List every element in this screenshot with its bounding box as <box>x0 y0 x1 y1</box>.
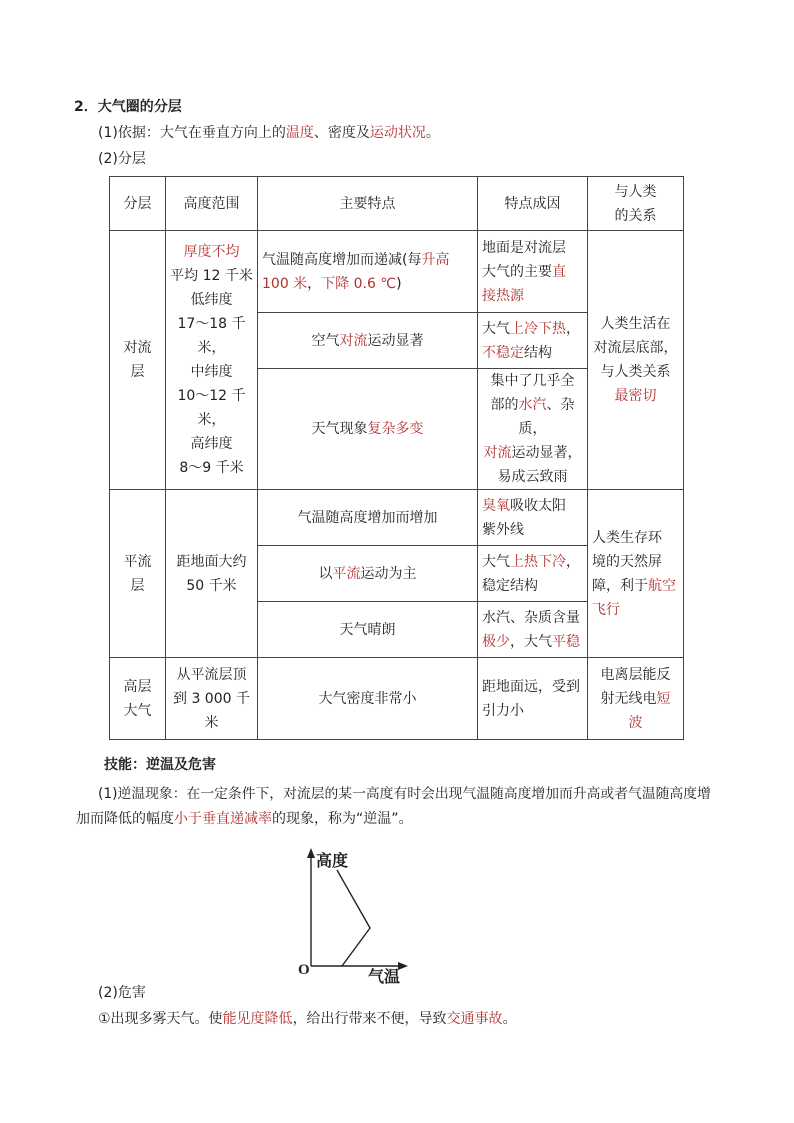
table-row <box>110 231 684 313</box>
highlighted-keyword: 厚度不均 <box>183 244 240 260</box>
highlighted-keyword: 航空 飞行 <box>592 577 676 618</box>
table-header-row <box>110 177 684 231</box>
inversion-graph <box>290 846 430 984</box>
harm-line: ①出现多雾天气。使能见度降低，给出行带来不便，导致交通事故。 <box>98 1011 517 1027</box>
harm-label: (2)危害 <box>98 985 146 1001</box>
table-row <box>110 658 684 740</box>
feature-cell: 大气密度非常小 <box>258 658 478 740</box>
highlighted-keyword: 直 接热源 <box>482 263 566 304</box>
cause-cell: 大气上热下冷， 稳定结构 <box>478 546 588 602</box>
header-layer: 分层 <box>110 177 166 231</box>
height-troposphere: 厚度不均 平均 12 千米 低纬度 17～18 千米， 中纬度 10～12 千米， 高纬度 8～9 千米 <box>166 231 258 490</box>
cause-cell: 集中了几乎全 部的水汽、杂质， 对流运动显著， 易成云致雨 <box>478 369 588 490</box>
cause-cell: 臭氧吸收太阳 紫外线 <box>478 490 588 546</box>
highlighted-keyword: 复杂多变 <box>367 421 424 437</box>
highlighted-keyword: 水汽 <box>518 397 547 413</box>
header-causes: 特点成因 <box>478 177 588 231</box>
x-axis-label: 气温 <box>368 969 401 984</box>
origin-label: O <box>298 962 310 978</box>
cause-cell: 水汽、杂质含量 极少，大气平稳 <box>478 602 588 658</box>
layer-name-upper: 高层 大气 <box>110 658 166 740</box>
atmosphere-layers-table <box>109 176 684 740</box>
feature-cell: 天气晴朗 <box>258 602 478 658</box>
highlighted-keyword: 能见度降低 <box>222 1011 293 1027</box>
inversion-line-2: 加而降低的幅度小于垂直递减率的现象，称为“逆温”。 <box>76 811 413 827</box>
height-stratosphere: 距地面大约 50 千米 <box>166 490 258 658</box>
height-upper: 从平流层顶 到 3 000 千米 <box>166 658 258 740</box>
relation-troposphere: 人类生活在 对流层底部， 与人类关系 最密切 <box>588 231 684 490</box>
table-row <box>110 490 684 546</box>
highlighted-keyword: 下降 0.6 ℃ <box>321 275 397 292</box>
temperature-profile-line <box>337 870 370 966</box>
skill-heading: 技能：逆温及危害 <box>104 757 216 773</box>
feature-cell: 以平流运动为主 <box>258 546 478 602</box>
highlighted-keyword: 臭氧 <box>482 497 510 514</box>
highlighted-keyword: 对流 <box>339 332 368 349</box>
feature-cell: 气温随高度增加而增加 <box>258 490 478 546</box>
layer-name-stratosphere: 平流 层 <box>110 490 166 658</box>
feature-cell: 气温随高度增加而递减(每升高 100 米，下降 0.6 ℃) <box>258 231 478 313</box>
basis-line: (1)依据：大气在垂直方向上的温度、密度及运动状况。 <box>98 125 440 141</box>
highlighted-keyword: 不稳定 <box>482 344 524 361</box>
highlighted-keyword: 极少 <box>482 633 510 650</box>
cause-cell: 距地面远，受到 引力小 <box>478 658 588 740</box>
feature-cell: 空气对流运动显著 <box>258 313 478 369</box>
highlighted-keyword: 上冷下热 <box>510 320 566 337</box>
highlighted-keyword: 温度 <box>285 125 314 141</box>
highlighted-keyword: 平稳 <box>552 633 580 650</box>
inversion-line-1: (1)逆温现象：在一定条件下，对流层的某一高度有时会出现气温随高度增加而升高或者气温随高度增 <box>98 786 711 802</box>
relation-stratosphere: 人类生存环 境的天然屏 障，利于航空 飞行 <box>588 490 684 658</box>
header-height: 高度范围 <box>166 177 258 231</box>
cause-cell: 地面是对流层 大气的主要直 接热源 <box>478 231 588 313</box>
y-axis-label: 高度 <box>316 853 349 870</box>
layering-label: (2)分层 <box>98 151 146 167</box>
highlighted-keyword: 小于垂直递减率 <box>174 811 272 827</box>
cause-cell: 大气上冷下热， 不稳定结构 <box>478 313 588 369</box>
highlighted-keyword: 短 波 <box>628 690 671 731</box>
highlighted-keyword: 运动状况 <box>369 125 426 141</box>
relation-upper: 电离层能反 射无线电短 波 <box>588 658 684 740</box>
highlighted-keyword: 升高 100 米 <box>262 251 450 292</box>
layer-name-troposphere: 对流 层 <box>110 231 166 490</box>
highlighted-keyword: 平流 <box>332 565 361 582</box>
highlighted-keyword: 最密切 <box>614 388 657 404</box>
highlighted-keyword: 对流 <box>483 445 512 461</box>
section-heading: 2．大气圈的分层 <box>74 99 182 115</box>
highlighted-keyword: 上热下冷 <box>510 553 566 570</box>
header-features: 主要特点 <box>258 177 478 231</box>
header-relation: 与人类 的关系 <box>588 177 684 231</box>
y-axis-arrow-icon <box>307 848 315 858</box>
highlighted-keyword: 交通事故 <box>446 1011 503 1027</box>
feature-cell: 天气现象复杂多变 <box>258 369 478 490</box>
